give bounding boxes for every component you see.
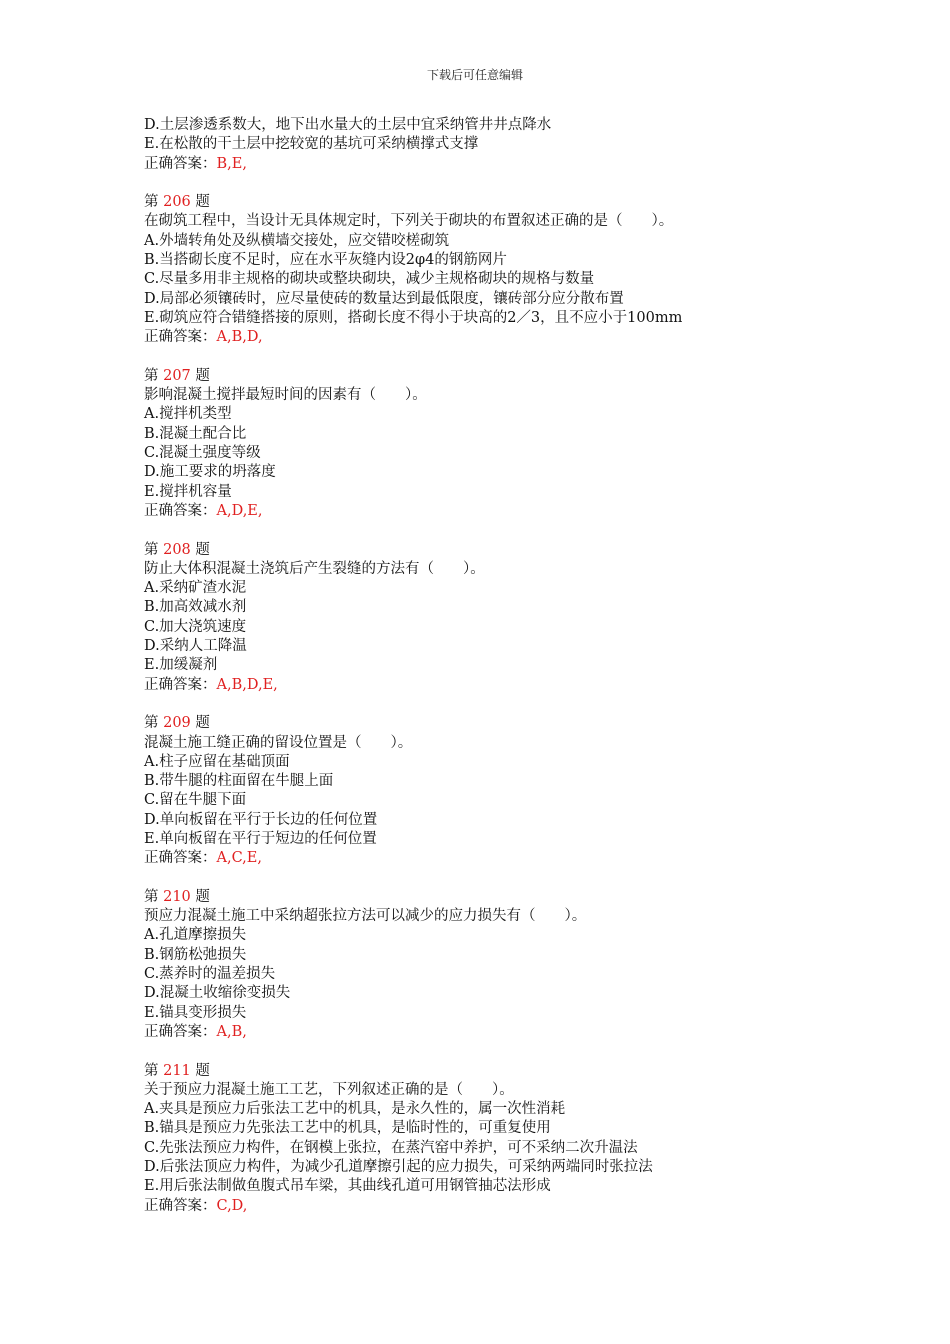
option-line: B.混凝土配合比 — [144, 425, 247, 442]
answer-label: 正确答案： — [144, 1023, 217, 1040]
question-stem: 影响混凝土搅拌最短时间的因素有（ ）。 — [144, 387, 427, 404]
answer-value: C,D, — [216, 1197, 248, 1214]
option-line: C.加大浇筑速度 — [144, 618, 247, 635]
option-line: E.加缓凝剂 — [144, 657, 218, 674]
question-heading — [144, 193, 924, 212]
question-heading — [144, 888, 924, 907]
question-number: 211 — [163, 1062, 191, 1079]
option-line: A.孔道摩擦损失 — [144, 927, 247, 944]
answer-label: 正确答案： — [144, 155, 217, 172]
question-number: 208 — [163, 541, 191, 558]
page-header: 下载后可任意编辑 — [426, 68, 523, 82]
option-line: E.锚具变形损失 — [144, 1004, 247, 1021]
option-line: A.采纳矿渣水泥 — [144, 580, 247, 597]
question-heading — [144, 367, 924, 386]
option-line: E.搅拌机容量 — [144, 483, 232, 500]
question-stem: 在砌筑工程中，当设计无具体规定时，下列关于砌块的布置叙述正确的是（ ）。 — [144, 213, 674, 230]
answer-label: 正确答案： — [144, 329, 217, 346]
question-heading — [144, 1062, 924, 1081]
option-line: A.柱子应留在基础顶面 — [144, 753, 290, 770]
option-line: D.单向板留在平行于长边的任何位置 — [144, 811, 378, 828]
option-line: A.夹具是预应力后张法工艺中的机具，是永久性的，属一次性消耗 — [144, 1101, 566, 1118]
question-suffix: 题 — [190, 1062, 210, 1079]
document-body — [144, 116, 924, 1216]
option-line: B.加高效减水剂 — [144, 599, 247, 616]
option-line: E.在松散的干土层中挖较宽的基坑可采纳横撑式支撑 — [144, 136, 479, 153]
answer-line — [144, 1023, 924, 1042]
option-line: D.土层渗透系数大，地下出水量大的土层中宜采纳管井井点降水 — [144, 117, 552, 133]
option-line: D.采纳人工降温 — [144, 638, 247, 655]
answer-line — [144, 1197, 924, 1216]
question-prefix: 第 — [144, 541, 164, 558]
option-line: D.混凝土收缩徐变损失 — [144, 985, 291, 1002]
question-stem: 关于预应力混凝土施工工艺，下列叙述正确的是（ ）。 — [144, 1081, 514, 1098]
answer-line — [144, 849, 924, 868]
question-suffix: 题 — [190, 367, 210, 384]
option-line: C.混凝土强度等级 — [144, 445, 261, 462]
answer-label: 正确答案： — [144, 1197, 217, 1214]
option-line: B.锚具是预应力先张法工艺中的机具，是临时性的，可重复使用 — [144, 1120, 551, 1137]
question-number: 206 — [163, 194, 191, 211]
option-line: C.先张法预应力构件，在钢模上张拉，在蒸汽窑中养护，可不采纳二次升温法 — [144, 1139, 638, 1156]
answer-line — [144, 328, 924, 347]
question-suffix: 题 — [190, 888, 210, 905]
option-line: E.砌筑应符合错缝搭接的原则，搭砌长度不得小于块高的2／3，且不应小于100mm — [144, 309, 683, 326]
question-number: 210 — [163, 888, 191, 905]
option-line: E.用后张法制做鱼腹式吊车梁，其曲线孔道可用钢管抽芯法形成 — [144, 1178, 551, 1195]
answer-label: 正确答案： — [144, 850, 217, 867]
option-line: B.带牛腿的柱面留在牛腿上面 — [144, 773, 334, 790]
answer-line — [144, 155, 924, 174]
question-heading — [144, 541, 924, 560]
question-suffix: 题 — [190, 715, 210, 732]
question-prefix: 第 — [144, 1062, 164, 1079]
option-line: D.施工要求的坍落度 — [144, 464, 276, 481]
question-stem: 防止大体积混凝土浇筑后产生裂缝的方法有（ ）。 — [144, 560, 485, 577]
answer-value: B,E, — [216, 155, 247, 172]
answer-label: 正确答案： — [144, 502, 217, 519]
question-prefix: 第 — [144, 715, 164, 732]
option-line: E.单向板留在平行于短边的任何位置 — [144, 830, 377, 847]
option-line: A.外墙转角处及纵横墙交接处，应交错咬槎砌筑 — [144, 232, 450, 249]
question-prefix: 第 — [144, 367, 164, 384]
question-number: 209 — [163, 715, 191, 732]
question-prefix: 第 — [144, 888, 164, 905]
answer-value: A,C,E, — [216, 850, 262, 867]
answer-value: A,B,D,E, — [216, 676, 278, 693]
answer-label: 正确答案： — [144, 676, 217, 693]
question-heading — [144, 714, 924, 733]
option-line: B.当搭砌长度不足时，应在水平灰缝内设2φ4的钢筋网片 — [144, 252, 507, 269]
option-line: C.尽量多用非主规格的砌块或整块砌块，减少主规格砌块的规格与数量 — [144, 271, 595, 288]
question-stem: 混凝土施工缝正确的留设位置是（ ）。 — [144, 734, 413, 751]
option-line: C.蒸养时的温差损失 — [144, 966, 276, 983]
option-line: A.搅拌机类型 — [144, 406, 232, 423]
question-stem: 预应力混凝土施工中采纳超张拉方法可以减少的应力损失有（ ）。 — [144, 908, 587, 925]
question-suffix: 题 — [190, 194, 210, 211]
answer-value: A,D,E, — [216, 502, 263, 519]
question-suffix: 题 — [190, 541, 210, 558]
option-line: C.留在牛腿下面 — [144, 792, 247, 809]
option-line: B.钢筋松弛损失 — [144, 946, 247, 963]
question-number: 207 — [163, 367, 191, 384]
option-line: D.后张法顶应力构件，为减少孔道摩擦引起的应力损失，可采纳两端同时张拉法 — [144, 1159, 653, 1176]
answer-value: A,B,D, — [216, 329, 263, 346]
answer-line — [144, 502, 924, 521]
question-prefix: 第 — [144, 194, 164, 211]
option-line: D.局部必须镶砖时，应尽量使砖的数量达到最低限度，镶砖部分应分散布置 — [144, 290, 624, 307]
answer-line — [144, 676, 924, 695]
answer-value: A,B, — [216, 1023, 247, 1040]
